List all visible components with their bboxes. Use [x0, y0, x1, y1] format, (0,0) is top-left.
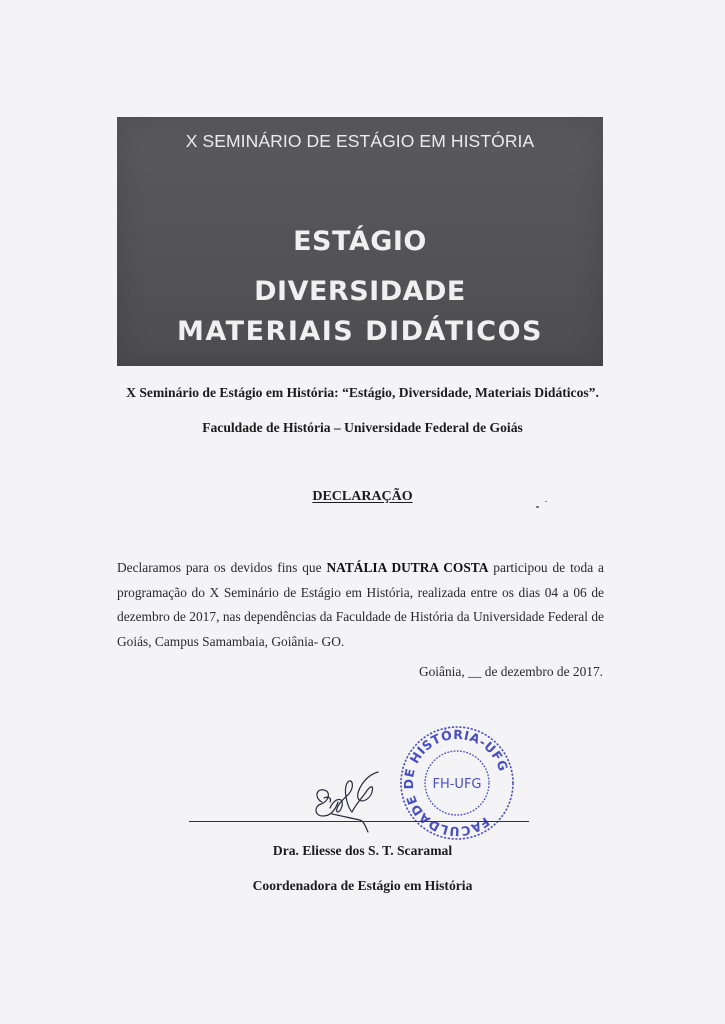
- signer-role: Coordenadora de Estágio em História: [252, 878, 473, 893]
- declaration-text-end: participou de toda a programação do X Seminário de Estágio em História, realizada entre os dias 04 a 06 de dezembro de 2017, nas dependências da Faculdade de História da Universidade Federal de Goiás, Campus Samambaia, Goiânia- GO.: [117, 560, 604, 649]
- declaration-date: Goiânia, __ de dezembro de 2017.: [418, 664, 603, 679]
- banner-event-name: X SEMINÁRIO DE ESTÁGIO EM HISTÓRIA: [185, 131, 535, 151]
- declaration-body: [117, 556, 604, 654]
- banner-theme-line-3: MATERIAIS DIDÁTICOS: [177, 316, 543, 347]
- stamp-ring-text: FACULDADE DE HISTÓRIA-UFG: [400, 726, 512, 840]
- scan-speck: [536, 506, 539, 508]
- declaration-text-start: Declaramos para os devidos fins que: [117, 560, 327, 575]
- banner-theme-line-2: DIVERSIDADE: [254, 276, 466, 307]
- faculty-stamp: [398, 724, 516, 842]
- signature-line: [189, 821, 529, 822]
- event-banner: [117, 117, 603, 366]
- stamp-center-text: FH-UFG: [432, 777, 482, 792]
- signer-name: Dra. Eliesse dos S. T. Scaramal: [272, 843, 453, 858]
- declaration-title-text: DECLARAÇÃO: [312, 489, 413, 504]
- participant-name: NATÁLIA DUTRA COSTA: [326, 560, 489, 575]
- event-subtitle: X Seminário de Estágio em História: “Estágio, Diversidade, Materiais Didáticos”.: [126, 385, 599, 400]
- handwritten-signature: [308, 768, 388, 836]
- declaration-title: [0, 489, 725, 505]
- faculty-name: Faculdade de História – Universidade Federal de Goiás: [202, 420, 523, 435]
- scan-speck: [545, 501, 547, 502]
- banner-theme-line-1: ESTÁGIO: [293, 226, 427, 257]
